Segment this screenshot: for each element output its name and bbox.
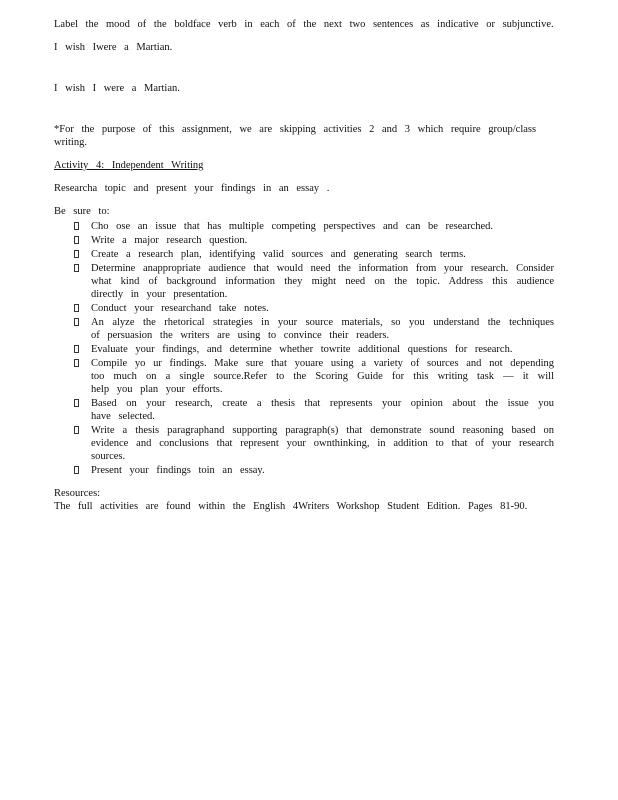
example-sentence-1: I wish Iwere a Martian. — [54, 42, 173, 53]
activity-task: Researcha topic and present your findings in an essay . — [54, 183, 330, 194]
bullet-box-icon — [74, 318, 79, 326]
checklist-item: Evaluate your findings, and determine whether towrite additional questions for research. — [54, 343, 554, 356]
checklist-item: Conduct your researchand take notes. — [54, 302, 554, 315]
checklist-item: An alyze the rhetorical strategies in your source materials, so you understand the techniques of persuasion the writers are using to convince their readers. — [54, 316, 554, 342]
bullet-box-icon — [74, 250, 79, 258]
document-page — [54, 18, 554, 513]
checklist-item: Write a major research question. — [54, 234, 554, 247]
assignment-note: *For the purpose of this assignment, we are skipping activities 2 and 3 which require group/class writing. — [54, 124, 537, 148]
bullet-box-icon — [74, 399, 79, 407]
mood-instruction: Label the mood of the boldface verb in each of the next two sentences as indicative or subjunctive. — [54, 19, 554, 30]
checklist-item: Based on your research, create a thesis that represents your opinion about the issue you have selected. — [54, 397, 554, 423]
be-sure-label: Be sure to: — [54, 206, 110, 217]
bullet-box-icon — [74, 264, 79, 272]
resources-label: Resources: — [54, 488, 101, 499]
activity-heading: Activity 4: Independent Writing — [54, 160, 204, 171]
checklist-item: Present your findings toin an essay. — [54, 464, 554, 477]
example-sentence-2: I wish I were a Martian. — [54, 83, 180, 94]
checklist-item: Write a thesis paragraphand supporting paragraph(s) that demonstrate sound reasoning based on evidence and conclusions that represent your ownthinking, in addition to that of your research sources. — [54, 424, 554, 463]
bullet-box-icon — [74, 304, 79, 312]
checklist-item: Determine anappropriate audience that would need the information from your research. Consider what kind of background information they might need on the topic. Address this audience directly in your presentation. — [54, 262, 554, 301]
checklist-item: Compile yo ur findings. Make sure that youare using a variety of sources and not depending too much on a single source.Refer to the Scoring Guide for this writing task — it will help you plan your efforts. — [54, 357, 554, 396]
bullet-box-icon — [74, 222, 79, 230]
bullet-box-icon — [74, 466, 79, 474]
bullet-box-icon — [74, 345, 79, 353]
checklist — [54, 220, 554, 477]
bullet-box-icon — [74, 359, 79, 367]
bullet-box-icon — [74, 236, 79, 244]
checklist-item: Create a research plan, identifying valid sources and generating search terms. — [54, 248, 554, 261]
checklist-item: Cho ose an issue that has multiple competing perspectives and can be researched. — [54, 220, 554, 233]
bullet-box-icon — [74, 426, 79, 434]
resources-text: The full activities are found within the English 4Writers Workshop Student Edition. Pages 81-90. — [54, 501, 528, 512]
